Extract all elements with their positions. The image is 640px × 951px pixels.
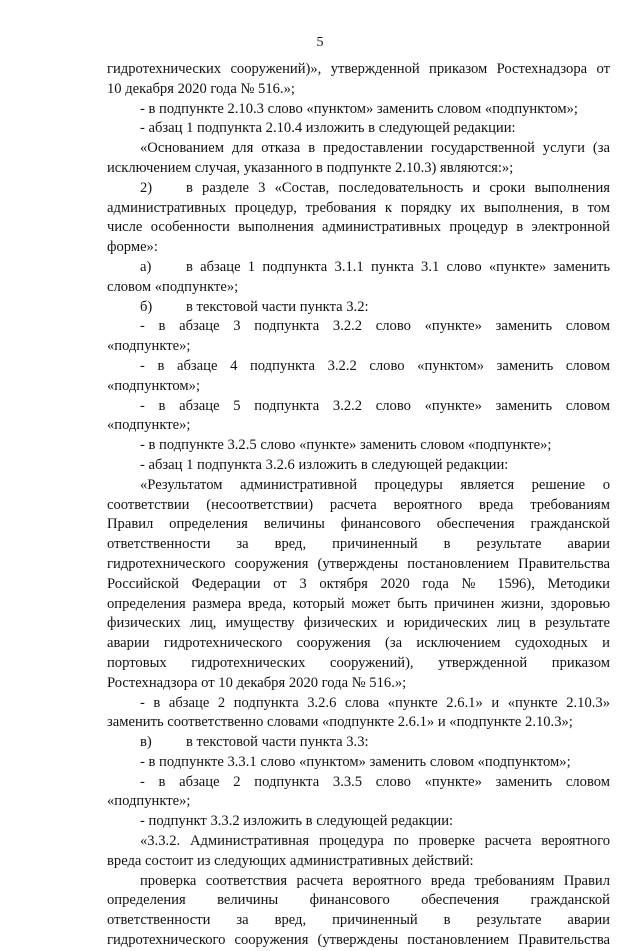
text-line: «подпункте»; [107, 338, 191, 355]
text-line: «Результатом административной процедуры является решение о [140, 476, 610, 493]
text-line: определения размера вреда, который может быть причинен жизни, здоровью [107, 595, 610, 612]
text-line: вреда состоит из следующих административных действий: [107, 852, 474, 869]
text-line: «3.3.2. Административная процедура по проверке расчета вероятного [140, 833, 610, 850]
text-line: гидротехнического сооружения (утверждены постановлением Правительства [107, 932, 610, 949]
text-line: - в подпункте 3.3.1 слово «пунктом» заменить словом «подпунктом»; [140, 753, 571, 770]
text-line: портовых гидротехнических сооружений), утвержденной приказом [107, 654, 610, 671]
text-line: заменить соответственно словами «подпункте 2.6.1» и «подпункте 2.10.3»; [107, 714, 573, 731]
text-line: словом «подпункте»; [107, 278, 239, 295]
list-item-text: в текстовой части пункта 3.3: [186, 734, 369, 751]
list-item-text: в абзаце 1 подпункта 3.1.1 пункта 3.1 слово «пункте» заменить [186, 258, 610, 275]
text-line: - в подпункте 3.2.5 слово «пункте» заменить словом «подпункте»; [140, 437, 552, 454]
text-line: административных процедур, требования к порядку их выполнения, в том [107, 199, 610, 216]
list-marker: б) [140, 298, 153, 315]
text-line: - в абзаце 4 подпункта 3.2.2 слово «пунктом» заменить словом [140, 357, 610, 374]
list-marker: 2) [140, 179, 153, 196]
text-line: «Основанием для отказа в предоставлении государственной услуги (за [140, 140, 610, 157]
text-line: «подпункте»; [107, 793, 191, 810]
text-line: аварии гидротехнического сооружения (за исключением судоходных и [107, 635, 610, 652]
text-line: физических лиц, имуществу физических и юридических лиц в результате [107, 615, 610, 632]
text-line: проверка соответствия расчета вероятного вреда требованиям Правил [140, 872, 610, 889]
list-item-line [107, 258, 610, 278]
text-line: 10 декабря 2020 года № 516.»; [107, 80, 295, 97]
text-line: - в подпункте 2.10.3 слово «пунктом» заменить словом «подпунктом»; [140, 100, 578, 117]
text-line: - в абзаце 5 подпункта 3.2.2 слово «пункте» заменить словом [140, 397, 610, 414]
text-line: - в абзаце 2 подпункта 3.3.5 слово «пункте» заменить словом [140, 773, 610, 790]
text-line: соответствии (несоответствии) расчета вероятного вреда требованиям [107, 496, 610, 513]
text-line: форме»: [107, 239, 158, 256]
text-line: - абзац 1 подпункта 2.10.4 изложить в следующей редакции: [140, 120, 516, 137]
text-line: - абзац 1 подпункта 3.2.6 изложить в следующей редакции: [140, 456, 509, 473]
page-number: 5 [316, 35, 324, 50]
text-line: ответственности за вред, причиненный в результате аварии [107, 912, 610, 929]
list-item-line [107, 298, 610, 318]
list-marker: в) [140, 734, 152, 751]
text-line: Правил определения величины финансового обеспечения гражданской [107, 516, 610, 533]
text-line: числе особенности выполнения административных процедур в электронной [107, 219, 610, 236]
text-line: Российской Федерации от 3 октября 2020 года № 1596), Методики [107, 575, 610, 592]
text-line: исключением случая, указанного в подпункте 2.10.3) являются:»; [107, 159, 514, 176]
list-item-line [107, 733, 610, 753]
text-line: - в абзаце 2 подпункта 3.2.6 слова «пункте 2.6.1» и «пункте 2.10.3» [140, 694, 610, 711]
text-line: определения величины финансового обеспечения гражданской [107, 892, 610, 909]
list-item-text: в текстовой части пункта 3.2: [186, 298, 369, 315]
text-line: гидротехнического сооружения (утверждены постановлением Правительства [107, 555, 610, 572]
text-line: Ростехнадзора от 10 декабря 2020 года № 516.»; [107, 674, 407, 691]
text-line: - в абзаце 3 подпункта 3.2.2 слово «пункте» заменить словом [140, 318, 610, 335]
list-item-line [107, 179, 610, 199]
list-marker: а) [140, 258, 152, 275]
list-item-text: в разделе 3 «Состав, последовательность и сроки выполнения [186, 179, 610, 196]
text-line: ответственности за вред, причиненный в результате аварии [107, 536, 610, 553]
text-line: - подпункт 3.3.2 изложить в следующей редакции: [140, 813, 454, 830]
document-body [107, 60, 610, 951]
text-line: «подпунктом»; [107, 377, 201, 394]
text-line: гидротехнических сооружений)», утвержденной приказом Ростехнадзора от [107, 61, 610, 77]
text-line: «подпункте»; [107, 417, 191, 434]
